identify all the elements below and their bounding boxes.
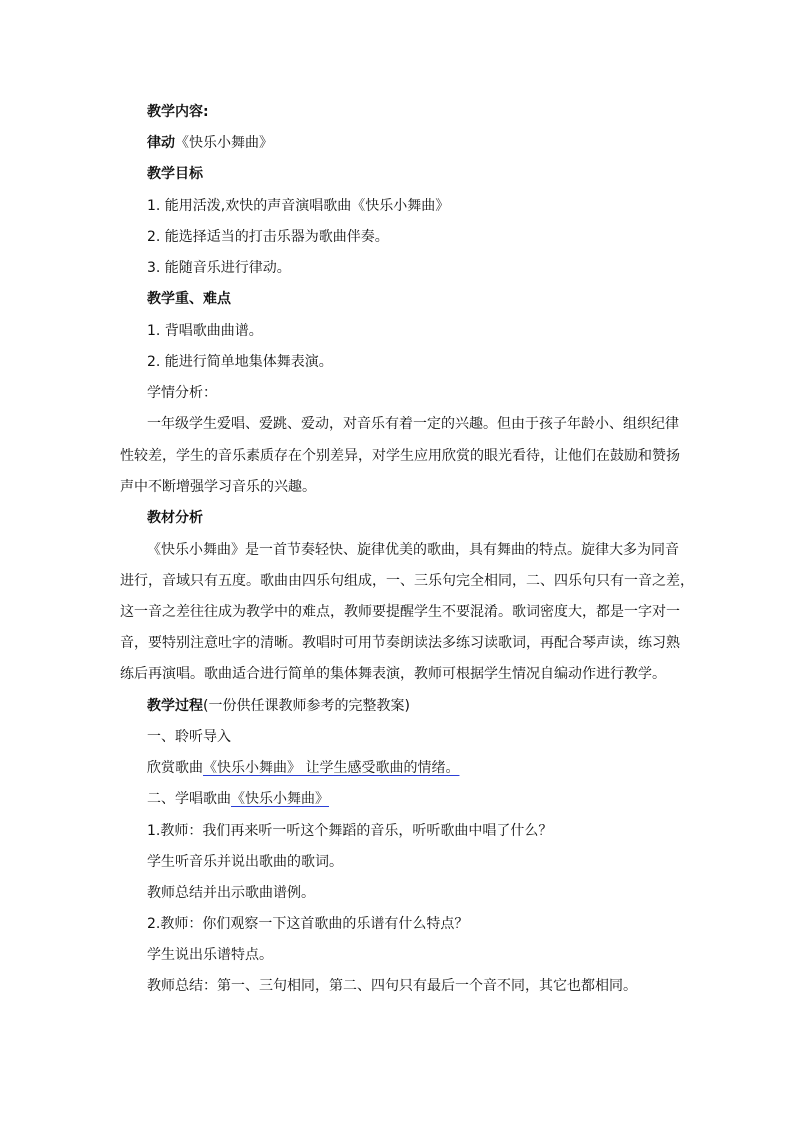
- section-heading: [147, 789, 677, 809]
- step-line: 教师总结：第一、三句相同，第二、四句只有最后一个音不同，其它也都相同。: [147, 978, 637, 994]
- analysis-line: 性较差，学生的音乐素质存在个别差异，对学生应用欣赏的眼光看待，让他们在鼓励和赞扬: [120, 448, 680, 464]
- analysis-line: 声中不断增强学习音乐的兴趣。: [120, 479, 316, 495]
- section-heading-plain: 二、学唱歌曲: [147, 791, 231, 807]
- song-title-line: [147, 133, 677, 153]
- song-link[interactable]: 《快乐小舞曲》 让学生感受歌曲的情绪。: [203, 760, 460, 776]
- material-heading: 教材分析: [147, 510, 203, 526]
- material-line: 音，要特别注意吐字的清晰。教唱时可用节奏朗读法多练习读歌词，再配合琴声读，练习熟: [120, 635, 680, 651]
- step-line: 学生说出乐谱特点。: [147, 947, 273, 963]
- goal-item: 3. 能随音乐进行律动。: [147, 260, 291, 276]
- process-heading-note: (一份供任课教师参考的完整教案): [203, 698, 410, 714]
- song-link[interactable]: 《快乐小舞曲》: [231, 791, 329, 807]
- analysis-heading: 学情分析：: [147, 385, 217, 401]
- goals-heading: 教学目标: [147, 166, 203, 182]
- song-title: 《快乐小舞曲》: [175, 135, 273, 151]
- section-text-plain: 欣赏歌曲: [147, 760, 203, 776]
- material-line: 练后再演唱。歌曲适合进行简单的集体舞表演，教师可根据学生情况自编动作进行教学。: [120, 666, 666, 682]
- analysis-line: 一年级学生爱唱、爱跳、爱动，对音乐有着一定的兴趣。但由于孩子年龄小、组织纪律: [147, 416, 679, 432]
- material-line: 这一音之差往往成为教学中的难点，教师要提醒学生不要混淆。歌词密度大，都是一字对一: [120, 604, 680, 620]
- step-line: 1.教师：我们再来听一听这个舞蹈的音乐，听听歌曲中唱了什么？: [147, 823, 553, 839]
- section-text: [147, 758, 677, 778]
- step-line: 教师总结并出示歌曲谱例。: [147, 885, 315, 901]
- key-point-item: 2. 能进行简单地集体舞表演。: [147, 354, 333, 370]
- goal-item: 2. 能选择适当的打击乐器为歌曲伴奏。: [147, 229, 389, 245]
- step-line: 2.教师：你们观察一下这首歌曲的乐谱有什么特点？: [147, 916, 469, 932]
- step-line: 学生听音乐并说出歌曲的歌词。: [147, 854, 343, 870]
- song-title-prefix: 律动: [147, 135, 175, 151]
- material-line: 进行，音域只有五度。歌曲由四乐句组成，一、三乐句完全相同，二、四乐句只有一音之差，: [120, 573, 694, 589]
- key-point-item: 1. 背唱歌曲曲谱。: [147, 323, 263, 339]
- goal-item: 1. 能用活泼,欢快的声音演唱歌曲《快乐小舞曲》: [147, 198, 450, 214]
- process-heading: [147, 696, 677, 716]
- process-heading-title: 教学过程: [147, 698, 203, 714]
- material-line: 《快乐小舞曲》是一首节奏轻快、旋律优美的歌曲，具有舞曲的特点。旋律大多为同音: [147, 542, 679, 558]
- section-heading: 一、聆听导入: [147, 729, 231, 745]
- content-heading: 教学内容:: [147, 104, 209, 120]
- key-points-heading: 教学重、难点: [147, 291, 231, 307]
